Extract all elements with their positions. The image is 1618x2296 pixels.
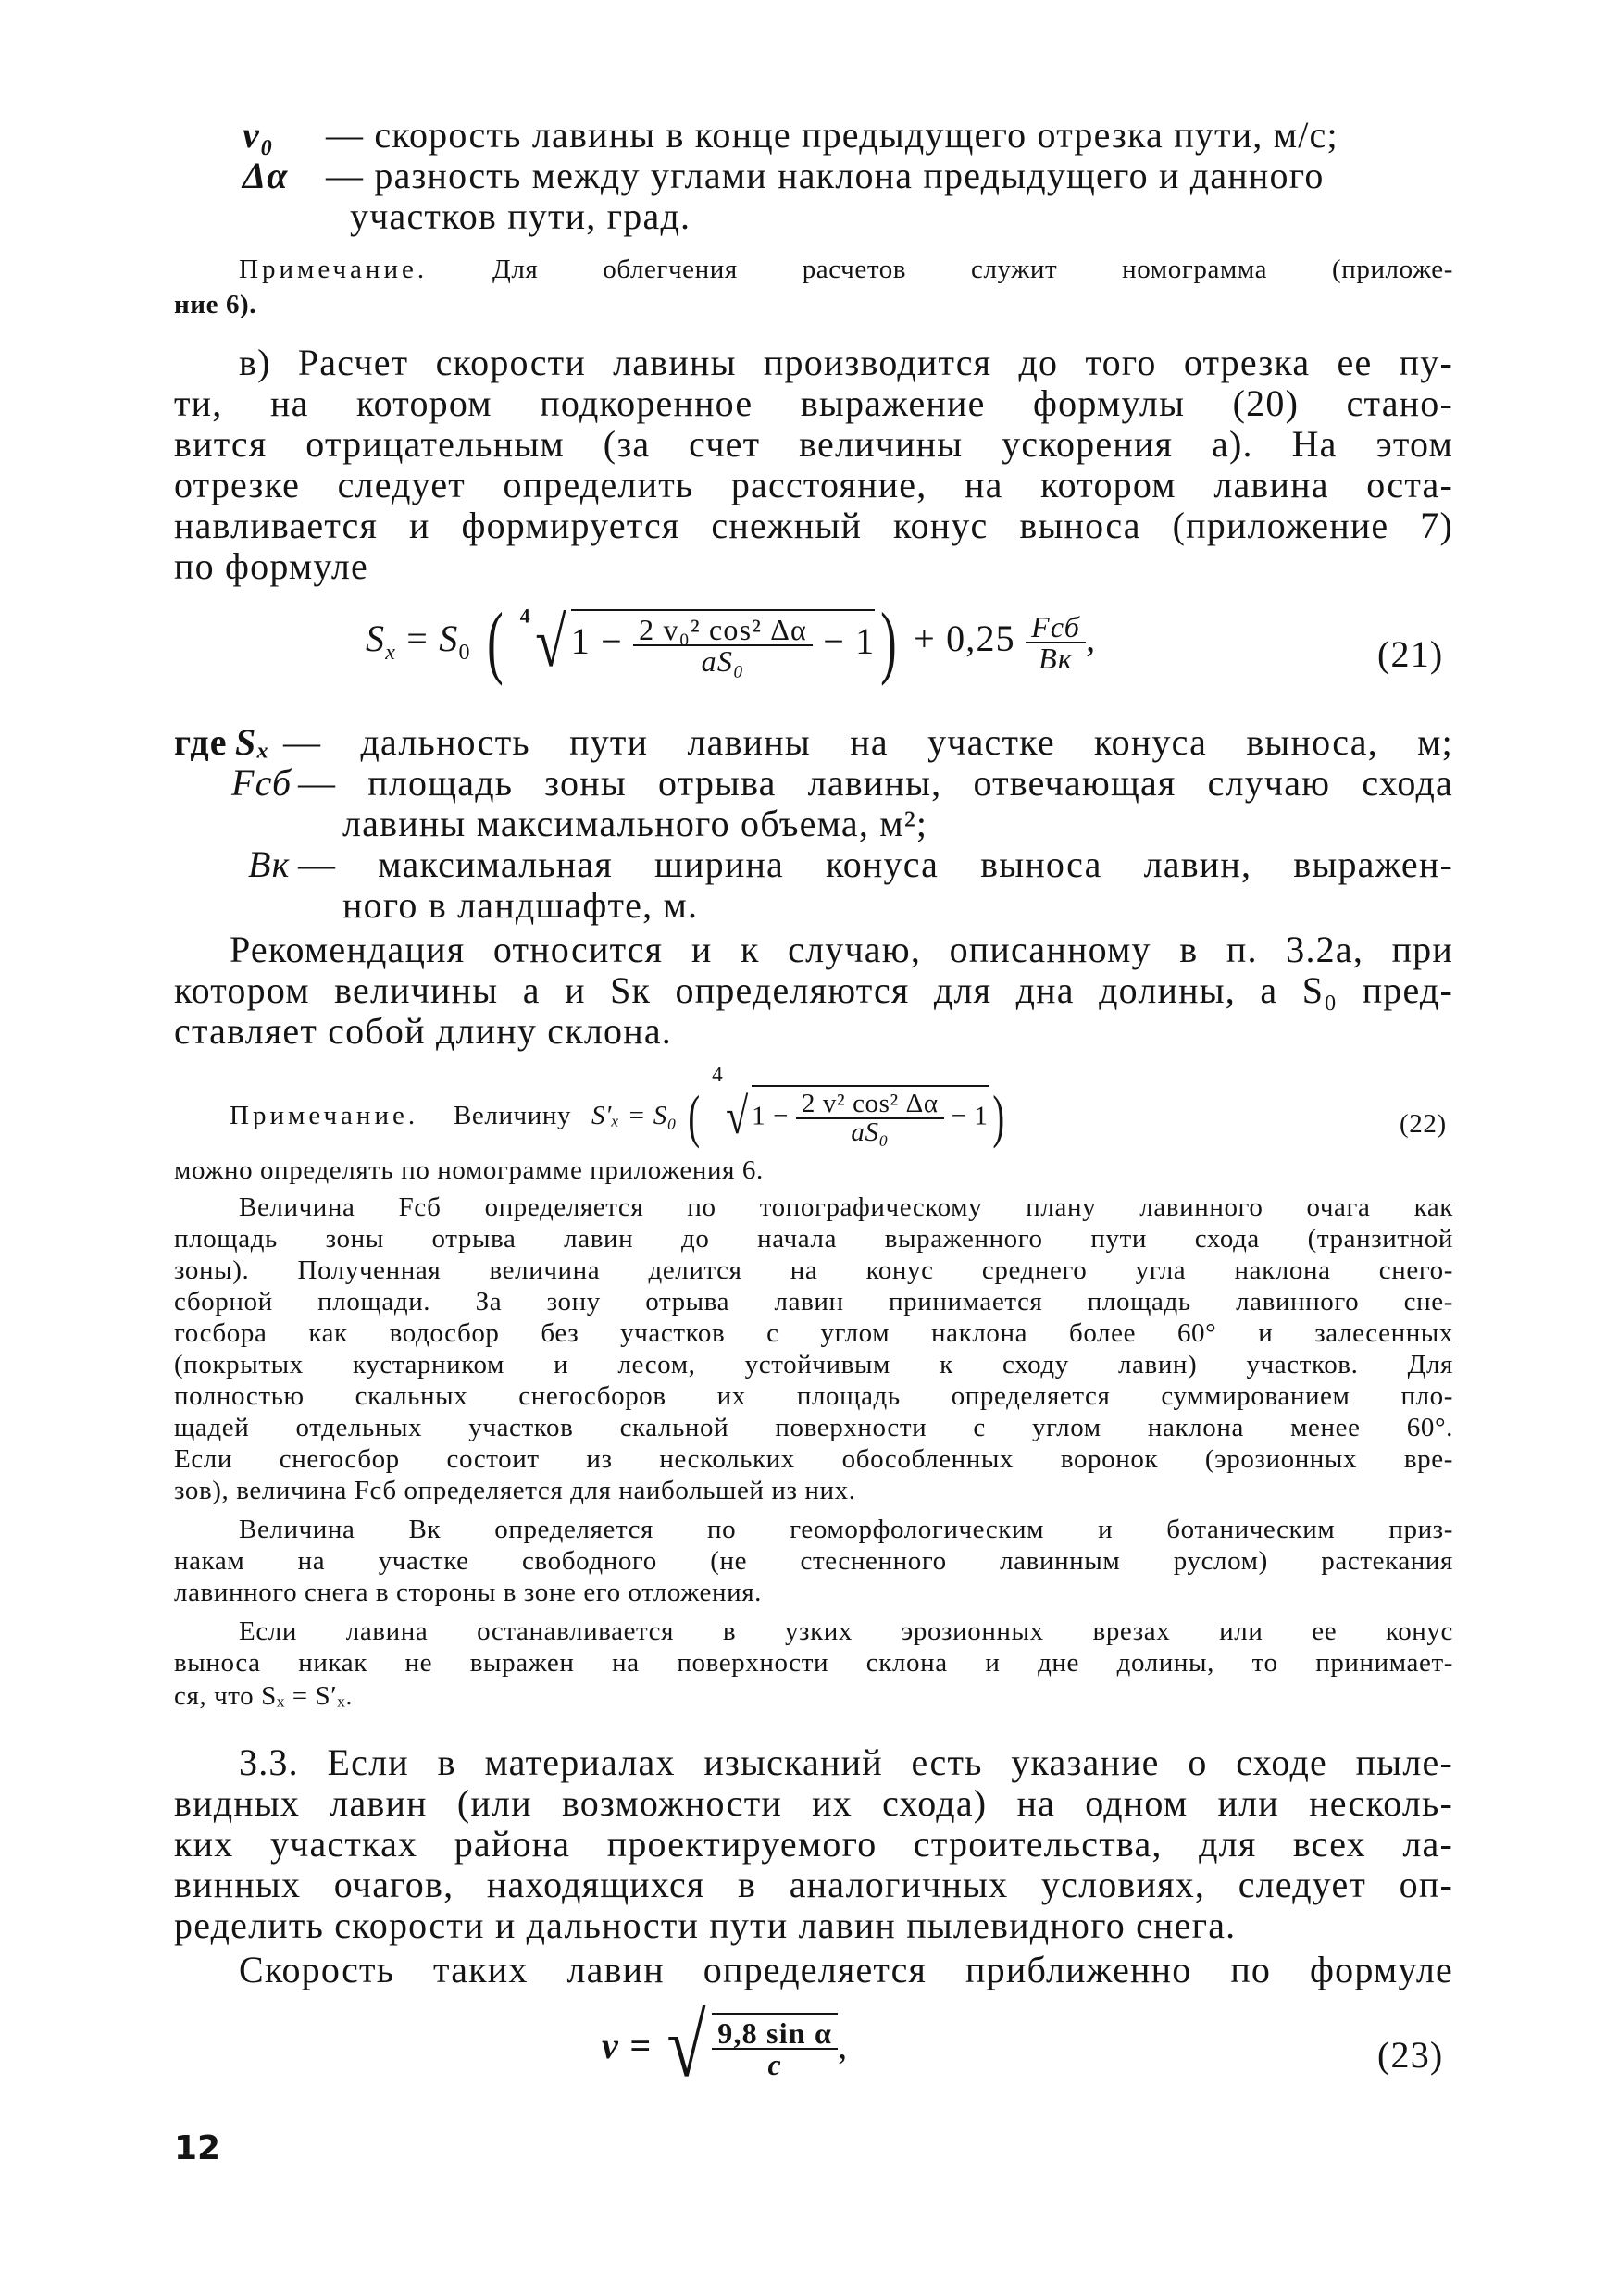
fraction-denominator: aS₀ xyxy=(851,1117,890,1148)
radicand xyxy=(571,609,876,676)
def-symbol: Fсб xyxy=(231,762,292,804)
fraction-denominator: aS₀ xyxy=(701,644,745,678)
para-v-line-1: в) Расчет скорости лавины производится до того отрезка ее пу- xyxy=(239,342,1453,383)
radicand xyxy=(752,1085,988,1146)
radical-sign: √ xyxy=(535,604,567,681)
para-33-line-1: 3.3. Если в материалах изысканий есть указание о сходе пыле- xyxy=(239,1741,1453,1783)
def-symbol: v₀ xyxy=(243,114,275,156)
para-rec-line-2: котором величины a и Sк определяются для дна долины, а S₀ пред- xyxy=(174,969,1453,1011)
def-text: — разность между углами наклона предыдущего и данного xyxy=(326,155,1325,196)
minus-one: − 1 xyxy=(951,1102,989,1132)
equation-number-23: (23) xyxy=(1377,2034,1444,2076)
def-prefix: где xyxy=(174,721,228,763)
def-sx xyxy=(174,720,1453,764)
def-fsb xyxy=(231,761,1453,805)
def-delta-alpha xyxy=(243,154,1325,197)
small-para-2-line-3: лавинного снега в стороны в зоне его отложения. xyxy=(174,1578,762,1607)
def-symbol: Bк xyxy=(248,843,291,885)
area-denominator: Bк xyxy=(1039,642,1074,675)
note-label: Примечание. xyxy=(239,255,429,284)
note-lead: Величину xyxy=(453,1100,572,1130)
para-v-line-4: отрезке следует определить расстояние, на котором лавина оста- xyxy=(174,464,1453,505)
small-para-1-line-3: зоны). Полученная величина делится на конус среднего угла наклона снего- xyxy=(174,1255,1453,1285)
small-para-1-line-4: сборной площади. За зону отрыва лавин принимается площадь лавинного сне- xyxy=(174,1287,1453,1316)
para-v-line-5: навливается и формируется снежный конус выноса (приложение 7) xyxy=(174,505,1453,546)
area-numerator: Fсб xyxy=(1026,612,1086,643)
radical-sign: √ xyxy=(666,1996,707,2095)
para-v-line-2: ти, на котором подкоренное выражение формулы (20) стано- xyxy=(174,382,1453,424)
small-para-3-line-2: выноса никак не выражен на поверхности склона и дне долины, то принимает- xyxy=(174,1648,1453,1678)
plus-term: + 0,25 xyxy=(914,618,1015,660)
radicand-one: 1 − xyxy=(570,620,623,663)
def-text: — максимальная ширина конуса выноса лавин, выражен- xyxy=(298,843,1453,885)
para-33-line-4: винных очагов, находящихся в аналогичных условиях, следует оп- xyxy=(174,1864,1453,1905)
para-v-line-3: вится отрицательным (за счет величины ускорения a). На этом xyxy=(174,423,1453,465)
para-speed: Скорость таких лавин определяется приближенно по формуле xyxy=(239,1949,1453,1990)
small-para-1-line-7: полностью скальных снегосборов их площадь определяется суммированием пло- xyxy=(174,1381,1453,1411)
area-fraction xyxy=(1026,612,1086,673)
radicand-one: 1 − xyxy=(752,1102,790,1132)
small-para-1-line-2: площадь зоны отрыва лавин до начала выраженного пути схода (транзитной xyxy=(174,1224,1453,1254)
def-fsb-cont: лавины максимального объема, м²; xyxy=(342,803,928,844)
radicand-fraction xyxy=(712,2018,838,2079)
left-paren: ( xyxy=(688,1082,701,1149)
page-number: 12 xyxy=(174,2129,221,2167)
def-text: участков пути, град. xyxy=(350,195,691,237)
radical-sign: √ xyxy=(726,1087,750,1144)
def-bk xyxy=(248,842,1453,886)
formula-s0: S xyxy=(439,618,459,660)
small-para-1-line-5: госбора как водосбор без участков с углом наклона более 60° и залесенных xyxy=(174,1318,1453,1348)
para-33-line-2: видных лавин (или возможности их схода) на одном или несколь- xyxy=(174,1782,1453,1824)
small-para-2-line-2: накам на участке свободного (не стесненного лавинным руслом) растекания xyxy=(174,1546,1453,1576)
def-text: — дальность пути лавины на участке конуса выноса, м; xyxy=(283,721,1453,763)
note-2-tail: можно определять по номограмме приложения 6. xyxy=(174,1155,764,1185)
formula-comma: , xyxy=(838,2025,849,2066)
right-paren: ) xyxy=(991,1082,1004,1149)
def-text: — площадь зоны отрыва лавины, отвечающая случаю схода xyxy=(298,762,1453,804)
formula-lhs: S xyxy=(366,618,386,660)
small-para-3-line-3: ся, что Sₓ = S′ₓ. xyxy=(174,1681,354,1711)
formula-comma: , xyxy=(1086,618,1097,660)
formula-23 xyxy=(602,1996,849,2103)
fraction-numerator: 2 v² cos² Δα xyxy=(796,1091,944,1119)
formula-s0-sub: 0 xyxy=(458,641,471,666)
fraction-numerator: 9,8 sin α xyxy=(712,2018,838,2050)
para-v-line-6: по формуле xyxy=(174,545,368,587)
note-text: Для облегчения расчетов служит номограмма (приложе- xyxy=(492,255,1453,284)
root-index: 4 xyxy=(712,1063,724,1087)
para-33-line-3: ких участках района проектируемого строительства, для всех ла- xyxy=(174,1823,1453,1865)
para-rec-line-3: ставляет собой длину склона. xyxy=(174,1010,672,1052)
equation-number-21: (21) xyxy=(1377,633,1444,675)
para-33-line-5: ределить скорости и дальности пути лавин пылевидного снега. xyxy=(174,1904,1237,1946)
formula-lhs: S′ₓ = S₀ xyxy=(591,1100,678,1130)
right-paren: ) xyxy=(880,597,898,687)
formula-lhs-sub: x xyxy=(385,641,397,666)
def-text: — скорость лавины в конце предыдущего отрезка пути, м/с; xyxy=(326,114,1338,156)
note-1-line-2: ние 6). xyxy=(174,290,257,319)
small-para-1-line-1: Величина Fсб определяется по топографическому плану лавинного очага как xyxy=(239,1192,1453,1222)
def-symbol: Δα xyxy=(243,155,289,196)
note-label: Примечание. xyxy=(230,1100,419,1130)
equation-number-22: (22) xyxy=(1400,1109,1447,1139)
def-bk-cont: ного в ландшафте, м. xyxy=(342,884,699,926)
minus-one: − 1 xyxy=(823,620,876,663)
radicand xyxy=(712,2013,838,2079)
small-para-2-line-1: Величина Bк определяется по геоморфологическим и ботаническим приз- xyxy=(239,1515,1453,1544)
note-1-line-1 xyxy=(239,255,1453,285)
note-2-formula-22 xyxy=(230,1065,1008,1148)
radicand-fraction xyxy=(633,615,813,676)
fraction-denominator: c xyxy=(767,2048,782,2081)
formula-21: $S_x = S_0$ ( $^4$√ 1 − $\frac{\text{2 v₀² cos² Δα}}{\text{aS₀}}$ − 1) + 0,25 $\frac{\text{Fсб}}{Bк}$ , xyxy=(366,597,1097,687)
def-v0 xyxy=(243,113,1338,156)
small-para-1-line-6: (покрытых кустарником и лесом, устойчивым к сходу лавин) участков. Для xyxy=(174,1350,1453,1379)
small-para-1-line-10: зов), величина Fсб определяется для наибольшей из них. xyxy=(174,1476,856,1505)
small-para-1-line-9: Если снегосбор состоит из нескольких обособленных воронок (эрозионных вре- xyxy=(174,1444,1453,1474)
def-continuation xyxy=(350,194,691,238)
radicand-fraction xyxy=(796,1091,944,1146)
fraction-numerator: 2 v₀² cos² Δα xyxy=(633,615,813,646)
left-paren: ( xyxy=(486,597,504,687)
root-index: 4 xyxy=(519,604,531,628)
small-para-1-line-8: щадей отдельных участков скальной поверхности с углом наклона менее 60°. xyxy=(174,1413,1453,1442)
formula-lhs: v = xyxy=(602,2025,653,2066)
def-symbol: Sₓ xyxy=(235,721,271,763)
para-rec-line-1: Рекомендация относится и к случаю, описанному в п. 3.2а, при xyxy=(230,929,1453,970)
small-para-3-line-1: Если лавина останавливается в узких эрозионных врезах или ее конус xyxy=(239,1616,1453,1646)
